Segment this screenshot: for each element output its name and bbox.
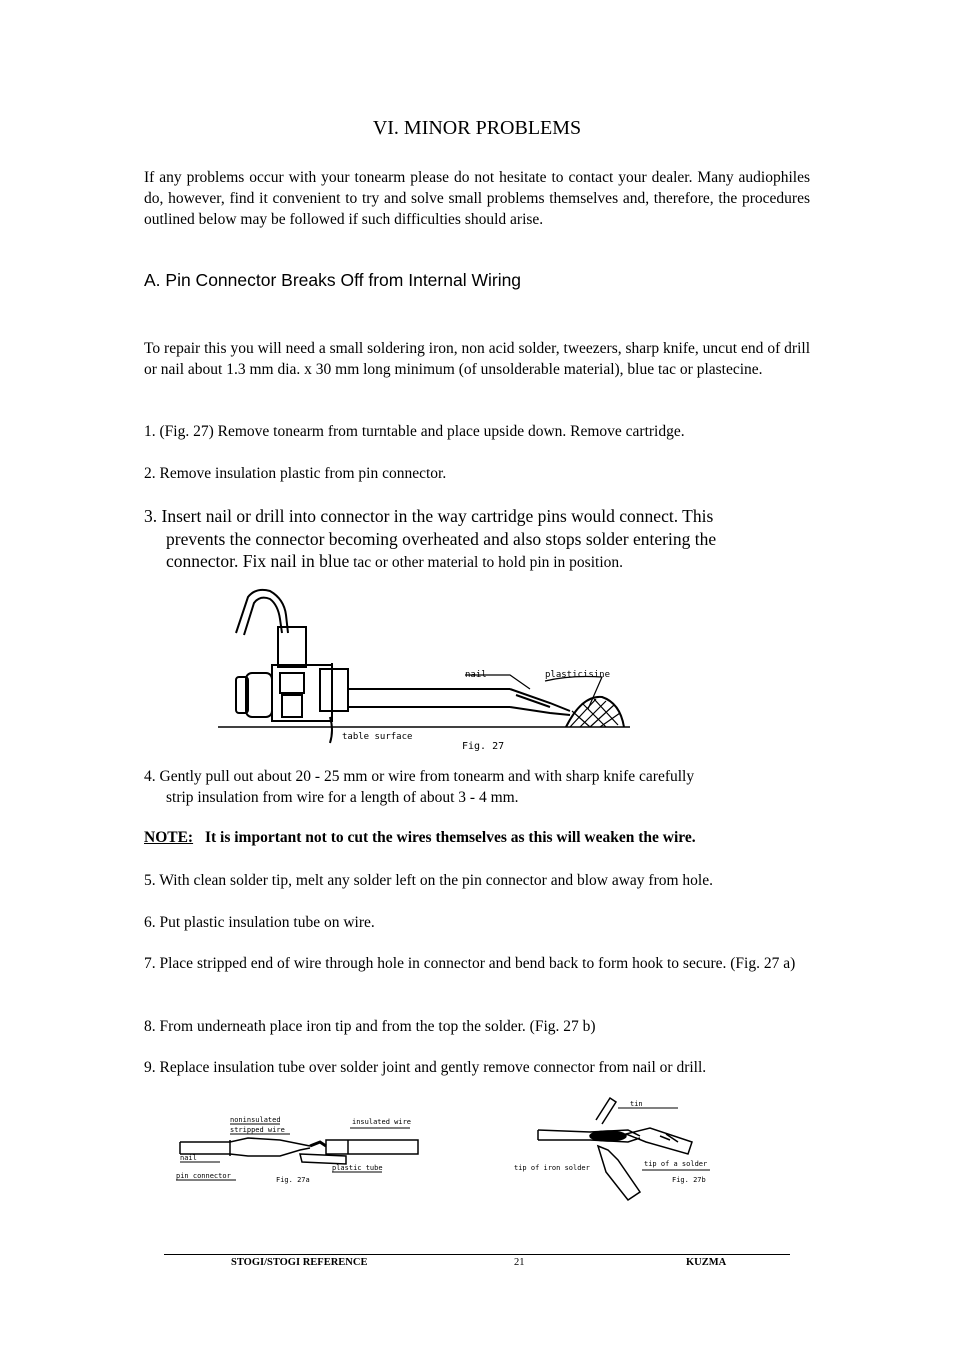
fig27a-label-nail: nail (180, 1154, 197, 1162)
fig27a-label-noninsulated: noninsulated (230, 1116, 281, 1124)
footer-left: STOGI/STOGI REFERENCE (231, 1257, 368, 1268)
step-7: 7. Place stripped end of wire through hole in connector and bend back to form hook to secure. (Fig. 27 a) (144, 955, 796, 972)
step-3-line-1: 3. Insert nail or drill into connector in the way cartridge pins would connect. This (144, 506, 714, 526)
step-4-line-2: strip insulation from wire for a length of about 3 - 4 mm. (166, 789, 519, 806)
fig27b-label-tip-solder: tip of a solder (644, 1160, 708, 1168)
fig27a-label-pin-connector: pin connector (176, 1172, 231, 1180)
step-5: 5. With clean solder tip, melt any solder left on the pin connector and blow away from hole. (144, 872, 713, 889)
page-title: VI. MINOR PROBLEMS (372, 117, 582, 139)
fig27b-illustration (510, 1092, 725, 1207)
section-heading: A. Pin Connector Breaks Off from Internal Wiring (144, 270, 522, 290)
note-text: It is important not to cut the wires themselves as this will weaken the wire. (204, 829, 696, 846)
step-3-line-3 (144, 550, 804, 575)
step-2: 2. Remove insulation plastic from pin connector. (144, 465, 447, 482)
footer-rule (164, 1254, 790, 1255)
step-9: 9. Replace insulation tube over solder joint and gently remove connector from nail or drill. (144, 1059, 707, 1076)
fig27-label-table-surface: table surface (342, 732, 413, 742)
step-6: 6. Put plastic insulation tube on wire. (144, 914, 375, 931)
intro-paragraph: If any problems occur with your tonearm please do not hesitate to contact your dealer. Many audiophiles do, however, find it convenient to try and solve small problems themselves and, therefore, the procedures outlined below may be followed if such difficulties should arise. (144, 169, 810, 228)
fig27b-caption: Fig. 27b (672, 1176, 706, 1184)
fig27-label-nail: nail (465, 670, 487, 680)
tools-paragraph: To repair this you will need a small soldering iron, non acid solder, tweezers, sharp knife, uncut end of drill or nail about 1.3 mm dia. x 30 mm long minimum (of unsolderable material), blue tac or plastecine. (144, 340, 810, 378)
fig27a-caption: Fig. 27a (276, 1176, 310, 1184)
step-3-line-2: prevents the connector becoming overheated and also stops solder entering the (166, 528, 717, 549)
footer-right: KUZMA (686, 1257, 727, 1268)
step-3-line-3-b: tac or other material to hold pin in position. (349, 554, 624, 571)
fig27-label-plasticine: plasticisine (545, 670, 611, 680)
fig27a-label-plastic-tube: plastic tube (332, 1164, 383, 1172)
step-4 (144, 766, 824, 808)
fig27b-label-tip-iron: tip of iron solder (514, 1164, 590, 1172)
fig27b-label-tin: tin (630, 1100, 643, 1108)
step-3 (144, 505, 804, 575)
fig27a-label-stripped-wire: stripped wire (230, 1126, 285, 1134)
footer-page-number: 21 (514, 1257, 525, 1268)
step-8: 8. From underneath place iron tip and from the top the solder. (Fig. 27 b) (144, 1018, 596, 1035)
fig27-caption: Fig. 27 (462, 741, 505, 752)
step-3-line-3-a: connector. Fix nail in blue (166, 551, 350, 571)
fig27a-label-insulated-wire: insulated wire (352, 1118, 412, 1126)
note (144, 829, 696, 847)
step-4-line-1: 4. Gently pull out about 20 - 25 mm or wire from tonearm and with sharp knife carefully (144, 768, 695, 785)
fig27-illustration (210, 585, 650, 770)
fig27a-illustration (170, 1110, 430, 1195)
note-label: NOTE: (144, 829, 194, 846)
step-1: 1. (Fig. 27) Remove tonearm from turntable and place upside down. Remove cartridge. (144, 423, 685, 440)
